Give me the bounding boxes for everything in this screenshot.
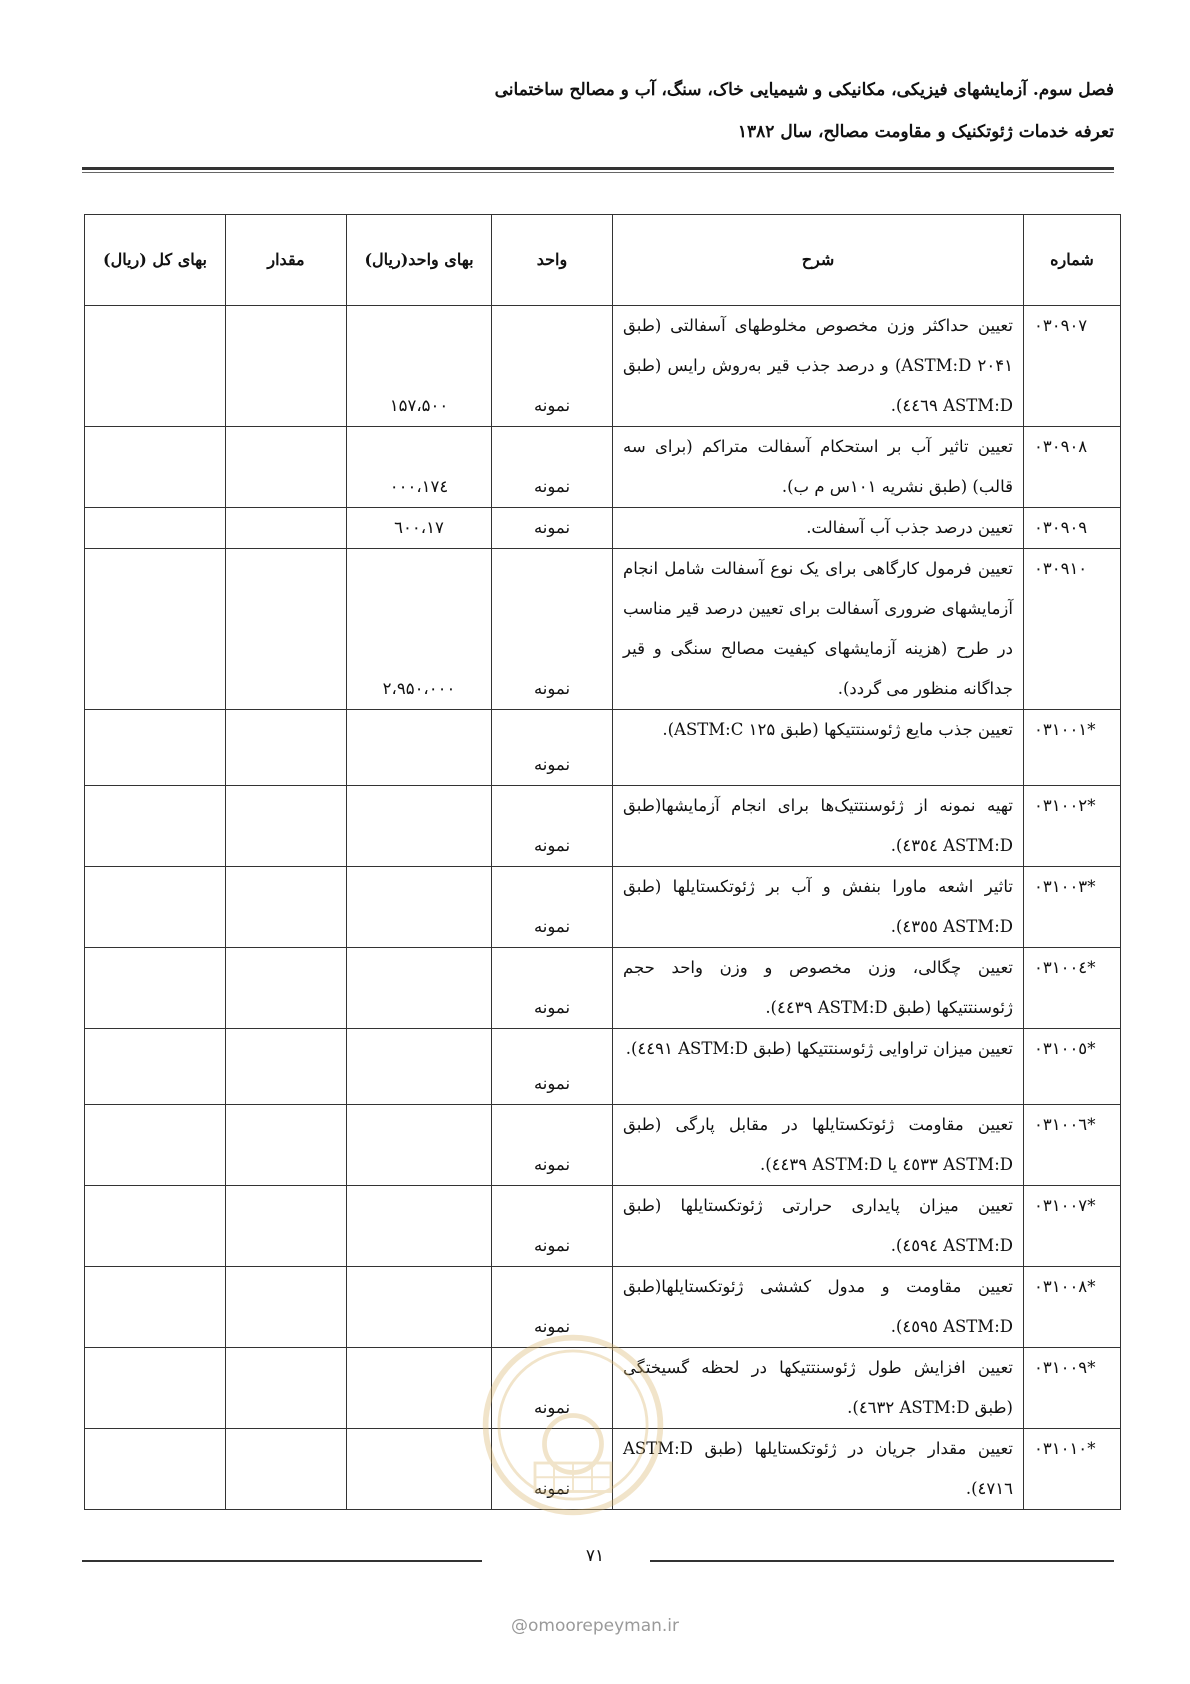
row-unit: نمونه bbox=[492, 1186, 613, 1267]
row-number: ۰۳۰۹۰۸ bbox=[1024, 427, 1121, 508]
row-unit: نمونه bbox=[492, 867, 613, 948]
table-row bbox=[85, 1029, 1121, 1105]
table-row bbox=[85, 786, 1121, 867]
row-unit-price bbox=[347, 1029, 492, 1105]
row-total bbox=[85, 1029, 226, 1105]
row-unit-price bbox=[347, 1267, 492, 1348]
row-quantity bbox=[226, 427, 347, 508]
table-header-row bbox=[85, 215, 1121, 306]
row-unit: نمونه bbox=[492, 786, 613, 867]
row-unit: نمونه bbox=[492, 1029, 613, 1105]
row-number: *۰۳۱۰۰۱ bbox=[1024, 710, 1121, 786]
table-row bbox=[85, 867, 1121, 948]
row-description: تعیین فرمول کارگاهی برای یک نوع آسفالت شامل انجام آزمایشهای ضروری آسفالت برای تعیین درصد قیر مناسب در طرح (هزینه آزمایشهای کیفیت مصالح سنگی و قیر جداگانه منظور می گردد). bbox=[613, 549, 1024, 710]
row-total bbox=[85, 786, 226, 867]
row-number: *۰۳۱۰۰٦ bbox=[1024, 1105, 1121, 1186]
row-unit: نمونه bbox=[492, 1267, 613, 1348]
row-number: *۰۳۱۰۰٥ bbox=[1024, 1029, 1121, 1105]
row-description: تعیین درصد جذب آب آسفالت. bbox=[613, 508, 1024, 549]
table-body bbox=[85, 306, 1121, 1510]
row-quantity bbox=[226, 549, 347, 710]
row-unit-price: ۲،۹۵۰،۰۰۰ bbox=[347, 549, 492, 710]
row-unit-price: ۱۷٤،۰۰۰ bbox=[347, 427, 492, 508]
table-row bbox=[85, 549, 1121, 710]
row-unit-price bbox=[347, 786, 492, 867]
row-total bbox=[85, 1267, 226, 1348]
row-total bbox=[85, 549, 226, 710]
row-number: ۰۳۰۹۰۷ bbox=[1024, 306, 1121, 427]
row-number: ۰۳۰۹۱۰ bbox=[1024, 549, 1121, 710]
col-header-quantity: مقدار bbox=[226, 215, 347, 306]
row-total bbox=[85, 1105, 226, 1186]
row-unit: نمونه bbox=[492, 1105, 613, 1186]
row-unit: نمونه bbox=[492, 1348, 613, 1429]
col-header-unit-price: بهای واحد(ریال) bbox=[347, 215, 492, 306]
row-unit: نمونه bbox=[492, 710, 613, 786]
row-quantity bbox=[226, 508, 347, 549]
table-row bbox=[85, 1267, 1121, 1348]
table-row bbox=[85, 1348, 1121, 1429]
row-quantity bbox=[226, 1348, 347, 1429]
row-unit: نمونه bbox=[492, 508, 613, 549]
row-total bbox=[85, 508, 226, 549]
chapter-title: فصل سوم. آزمایشهای فیزیکی، مکانیکی و شیمیایی خاک، سنگ، آب و مصالح ساختمانی bbox=[494, 80, 1114, 100]
row-quantity bbox=[226, 710, 347, 786]
row-number: *۰۳۱۰۰٤ bbox=[1024, 948, 1121, 1029]
table-row bbox=[85, 1105, 1121, 1186]
header-rule bbox=[82, 167, 1114, 170]
row-total bbox=[85, 1429, 226, 1510]
row-quantity bbox=[226, 1105, 347, 1186]
row-description: تهیه نمونه از ژئوسنتتیک‌ها برای انجام آزمایشها(طبق ASTM:D ٤۳٥٤). bbox=[613, 786, 1024, 867]
header-rule-thin bbox=[82, 172, 1114, 173]
row-description: تعیین مقاومت و مدول کششی ژئوتکستایلها(طبق ASTM:D ٤٥۹٥). bbox=[613, 1267, 1024, 1348]
footer-rule-left bbox=[82, 1560, 482, 1562]
watermark-text: @omoorepeyman.ir bbox=[510, 1616, 680, 1636]
row-description: تعیین افزایش طول ژئوسنتتیکها در لحظه گسیختگی (طبق ASTM:D ٤٦۳۲). bbox=[613, 1348, 1024, 1429]
table-row bbox=[85, 710, 1121, 786]
row-unit: نمونه bbox=[492, 427, 613, 508]
row-description: تعیین جذب مایع ژئوسنتتیکها (طبق ASTM:C ۱۲۵). bbox=[613, 710, 1024, 786]
row-unit-price bbox=[347, 1429, 492, 1510]
col-header-unit: واحد bbox=[492, 215, 613, 306]
row-total bbox=[85, 1186, 226, 1267]
row-unit: نمونه bbox=[492, 948, 613, 1029]
row-description: تعیین مقدار جریان در ژئوتکستایلها (طبق ASTM:D ٤۷۱٦). bbox=[613, 1429, 1024, 1510]
row-number: *۰۳۱۰۱۰ bbox=[1024, 1429, 1121, 1510]
col-header-total: بهای کل (ریال) bbox=[85, 215, 226, 306]
table-row bbox=[85, 1429, 1121, 1510]
row-unit-price bbox=[347, 710, 492, 786]
row-quantity bbox=[226, 1267, 347, 1348]
page-number: ۷۱ bbox=[585, 1546, 605, 1566]
row-unit-price bbox=[347, 1186, 492, 1267]
table-row bbox=[85, 427, 1121, 508]
table-row bbox=[85, 306, 1121, 427]
col-header-number: شماره bbox=[1024, 215, 1121, 306]
row-quantity bbox=[226, 1429, 347, 1510]
row-number: *۰۳۱۰۰۲ bbox=[1024, 786, 1121, 867]
row-description: تعیین تاثیر آب بر استحکام آسفالت متراکم (برای سه قالب) (طبق نشریه ۱۰۱س م ب). bbox=[613, 427, 1024, 508]
row-quantity bbox=[226, 867, 347, 948]
row-unit-price bbox=[347, 1348, 492, 1429]
row-number: *۰۳۱۰۰۸ bbox=[1024, 1267, 1121, 1348]
row-description: تعیین میزان پایداری حرارتی ژئوتکستایلها (طبق ASTM:D ٤٥۹٤). bbox=[613, 1186, 1024, 1267]
row-total bbox=[85, 710, 226, 786]
row-quantity bbox=[226, 948, 347, 1029]
row-unit: نمونه bbox=[492, 549, 613, 710]
row-number: *۰۳۱۰۰۹ bbox=[1024, 1348, 1121, 1429]
row-unit-price bbox=[347, 867, 492, 948]
footer-rule-right bbox=[650, 1560, 1114, 1562]
row-total bbox=[85, 1348, 226, 1429]
row-unit-price: ۱۷،٦۰۰ bbox=[347, 508, 492, 549]
row-unit-price: ۱۵۷،۵۰۰ bbox=[347, 306, 492, 427]
document-title: تعرفه خدمات ژئوتکنیک و مقاومت مصالح، سال ۱۳۸۲ bbox=[737, 122, 1114, 142]
row-quantity bbox=[226, 1186, 347, 1267]
row-quantity bbox=[226, 306, 347, 427]
col-header-description: شرح bbox=[613, 215, 1024, 306]
row-total bbox=[85, 867, 226, 948]
row-total bbox=[85, 427, 226, 508]
row-number: *۰۳۱۰۰۳ bbox=[1024, 867, 1121, 948]
row-number: ۰۳۰۹۰۹ bbox=[1024, 508, 1121, 549]
row-number: *۰۳۱۰۰۷ bbox=[1024, 1186, 1121, 1267]
table-row bbox=[85, 1186, 1121, 1267]
row-description: تاثیر اشعه ماورا بنفش و آب بر ژئوتکستایلها (طبق ASTM:D ٤۳٥٥). bbox=[613, 867, 1024, 948]
table-row bbox=[85, 508, 1121, 549]
table-row bbox=[85, 948, 1121, 1029]
row-description: تعیین مقاومت ژئوتکستایلها در مقابل پارگی (طبق ASTM:D ٤٥۳۳ یا ASTM:D ٤٤۳۹). bbox=[613, 1105, 1024, 1186]
row-total bbox=[85, 948, 226, 1029]
row-unit: نمونه bbox=[492, 306, 613, 427]
row-quantity bbox=[226, 1029, 347, 1105]
row-description: تعیین میزان تراوایی ژئوسنتتیکها (طبق ASTM:D ٤٤۹۱). bbox=[613, 1029, 1024, 1105]
row-unit: نمونه bbox=[492, 1429, 613, 1510]
row-unit-price bbox=[347, 948, 492, 1029]
tariff-table bbox=[84, 214, 1121, 1510]
row-total bbox=[85, 306, 226, 427]
row-quantity bbox=[226, 786, 347, 867]
row-description: تعیین حداکثر وزن مخصوص مخلوطهای آسفالتی (طبق ASTM:D ۲۰۴۱) و درصد جذب قیر به‌روش رایس (طبق ASTM:D ٤٤٦٩). bbox=[613, 306, 1024, 427]
row-description: تعیین چگالی، وزن مخصوص و وزن واحد حجم ژئوسنتتیکها (طبق ASTM:D ٤٤۳۹). bbox=[613, 948, 1024, 1029]
row-unit-price bbox=[347, 1105, 492, 1186]
